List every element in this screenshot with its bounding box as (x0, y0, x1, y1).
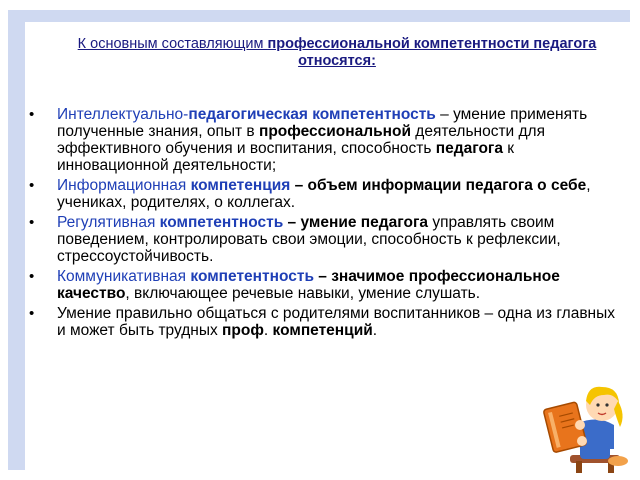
item-term: проф (222, 322, 264, 339)
item-text: . (372, 322, 378, 339)
item-term: компетенций (272, 322, 373, 339)
list-item (25, 106, 630, 174)
list-item (25, 305, 630, 339)
item-text: Регулятивная (57, 214, 160, 231)
item-term: компетентность (190, 268, 314, 285)
child-reading-book-illustration (540, 375, 636, 475)
list-item (25, 177, 630, 211)
item-text: к инновационной деятельности; (57, 140, 515, 174)
item-term: педагогическая компетентность (188, 106, 436, 123)
item-term: компетенция (190, 177, 291, 194)
bullet-icon: • (29, 177, 35, 194)
item-term: профессиональной (258, 123, 411, 140)
item-text: деятельности для эффективного обучения и воспитания, способность (57, 123, 545, 157)
competence-list (25, 106, 630, 342)
item-text: , включающее речевые навыки, умение слушать. (125, 285, 481, 302)
slide-title (51, 36, 623, 70)
item-text: Информационная (57, 177, 191, 194)
bullet-icon: • (29, 305, 35, 322)
item-term: – объем информации педагога о себе (290, 177, 587, 194)
item-text: управлять своим поведением, контролировать свои эмоции, способность к рефлексии, стрессоустойчивость. (57, 214, 561, 265)
item-text: . (263, 322, 273, 339)
item-text: Умение правильно общаться с родителями воспитанников – одна из главных и может быть трудных (57, 305, 615, 339)
title-part-1: К основным составляющим (77, 36, 268, 52)
bullet-icon: • (29, 106, 35, 123)
list-item (25, 214, 630, 265)
list-item (25, 268, 630, 302)
item-term: – умение педагога (283, 214, 429, 231)
bullet-icon: • (29, 268, 35, 285)
item-term: педагога (435, 140, 503, 157)
item-text: – умение применять полученные знания, опыт в (57, 106, 588, 140)
slide-frame (8, 10, 630, 470)
item-text: , учениках, родителях, о коллегах. (57, 177, 591, 211)
title-part-2: профессиональной компетентности педагога относятся: (267, 36, 597, 69)
bullet-icon: • (29, 214, 35, 231)
item-term: – значимое профессиональное качество (57, 268, 560, 302)
item-text: Коммуникативная (57, 268, 191, 285)
item-text: Интеллектуально- (57, 106, 189, 123)
item-term: компетентность (159, 214, 284, 231)
